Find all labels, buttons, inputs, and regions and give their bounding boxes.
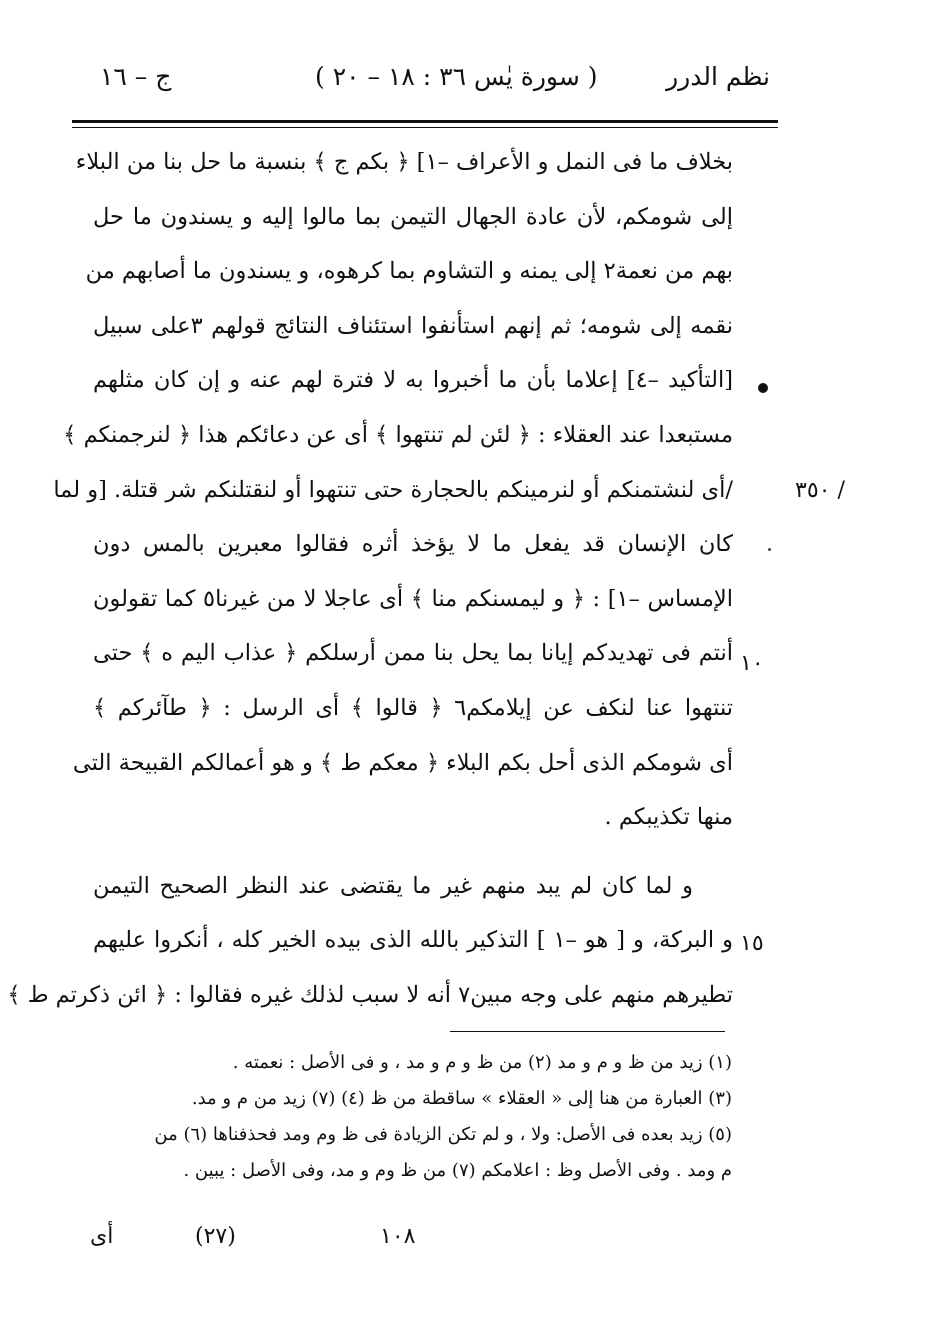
text-line: نقمه إلى شومه؛ ثم إنهم استأنفوا استئناف النتائج قولهم ٣على سبيل: [93, 312, 733, 339]
footnote-rule: [450, 1031, 725, 1032]
running-header: [90, 62, 770, 106]
paragraph-gap: [93, 845, 733, 859]
surah-reference: ( سورة يٰس ٣٦ : ١٨ – ٢٠ ): [315, 62, 598, 91]
text-line: الإمساس –١] : ﴿ و ليمسنكم منا ﴾ أى عاجلا لا من غيرنا٥ كما تقولون: [93, 585, 734, 612]
text-line: إلى شومكم، لأن عادة الجهال التيمن بما مالوا إليه و يسندون ما حل: [93, 203, 733, 230]
footnote-line: م ومد . وفى الأصل وظ : اعلامكم (٧) من ظ وم و مد، وفى الأصل : يبين .: [183, 1160, 732, 1181]
footnotes: [70, 1045, 732, 1189]
margin-dot: [768, 548, 771, 551]
footnote-line: (٥) زيد بعده فى الأصل: ولا ، و لم تكن الزيادة فى ظ وم ومد فحذفناها (٦) من: [154, 1124, 732, 1145]
text-line: و البركة، و [ هو –١ ] التذكير بالله الذى بيده الخير كله ، أنكروا عليهم: [93, 927, 734, 954]
text-line: /أى لنشتمنكم أو لنرمينكم بالحجارة حتى تنتهوا أو لنقتلنكم شر قتلة. [و لما: [53, 476, 733, 503]
text-line: تطيرهم منهم على وجه مبين٧ أنه لا سبب لذلك غيره فقالوا : ﴿ ائن ذكرتم ط ﴾: [7, 981, 733, 1008]
text-line: أنتم فى تهديدكم إيانا بما يحل بنا ممن أرسلكم ﴿ عذاب اليم ه ﴾ حتى: [93, 640, 733, 667]
text-line: منها تكذيبكم .: [604, 804, 733, 831]
line-number-10: ١٠: [740, 651, 764, 676]
text-line: كان الإنسان قد يفعل ما لا يؤخذ أثره فقالوا معبرين بالمس دون: [93, 531, 733, 558]
part-reference: ج – ١٦: [100, 62, 172, 91]
text-line: أى شومكم الذى أحل بكم البلاء ﴿ معكم ط ﴾ و هو أعمالكم القبيحة التى: [72, 749, 733, 776]
footnote-line: (١) زيد من ظ و م و مد (٢) من ظ و م و مد ، و فى الأصل : نعمته .: [232, 1052, 732, 1073]
catchword: أى: [90, 1224, 114, 1249]
line-number-15: ١٥: [740, 931, 764, 956]
text-line: بخلاف ما فى النمل و الأعراف –١] ﴿ بكم ج ﴾ بنسبة ما حل بنا من البلاء: [75, 149, 733, 175]
main-text: [7, 135, 734, 1023]
text-line: و لما كان لم يبد منهم غير ما يقتضى عند النظر الصحيح التيمن: [93, 872, 693, 899]
text-line: بهم من نعمة٢ إلى يمنه و التشاوم بما كرهوه، و يسندون ما أصابهم من: [85, 258, 733, 285]
page-number: ١٠٨: [380, 1224, 416, 1249]
folio-reference: ٣٥٠ /: [795, 478, 845, 503]
page-footer: [90, 1224, 730, 1264]
text-line: [التأكيد –٤] إعلاما بأن ما أخبروا به لا فترة لهم عنه و إن كان مثلهم: [93, 367, 733, 394]
header-rule-thin: [72, 127, 778, 128]
margin-bullet: [758, 383, 768, 393]
text-line: تنتهوا عنا لنكف عن إيلامكم٦ ﴿ قالوا ﴾ أى الرسل : ﴿ طآئركم ﴾: [93, 694, 733, 721]
header-rule: [72, 120, 778, 123]
signature-mark: (٢٧): [195, 1224, 236, 1249]
text-line: مستبعدا عند العقلاء : ﴿ لئن لم تنتهوا ﴾ أى عن دعائكم هذا ﴿ لنرجمنكم ﴾: [63, 421, 733, 448]
footnote-line: (٣) العبارة من هنا إلى « العقلاء » ساقطة من ظ (٤) (٧) زيد من م و مد.: [191, 1088, 732, 1109]
book-title: نظم الدرر: [666, 62, 770, 91]
